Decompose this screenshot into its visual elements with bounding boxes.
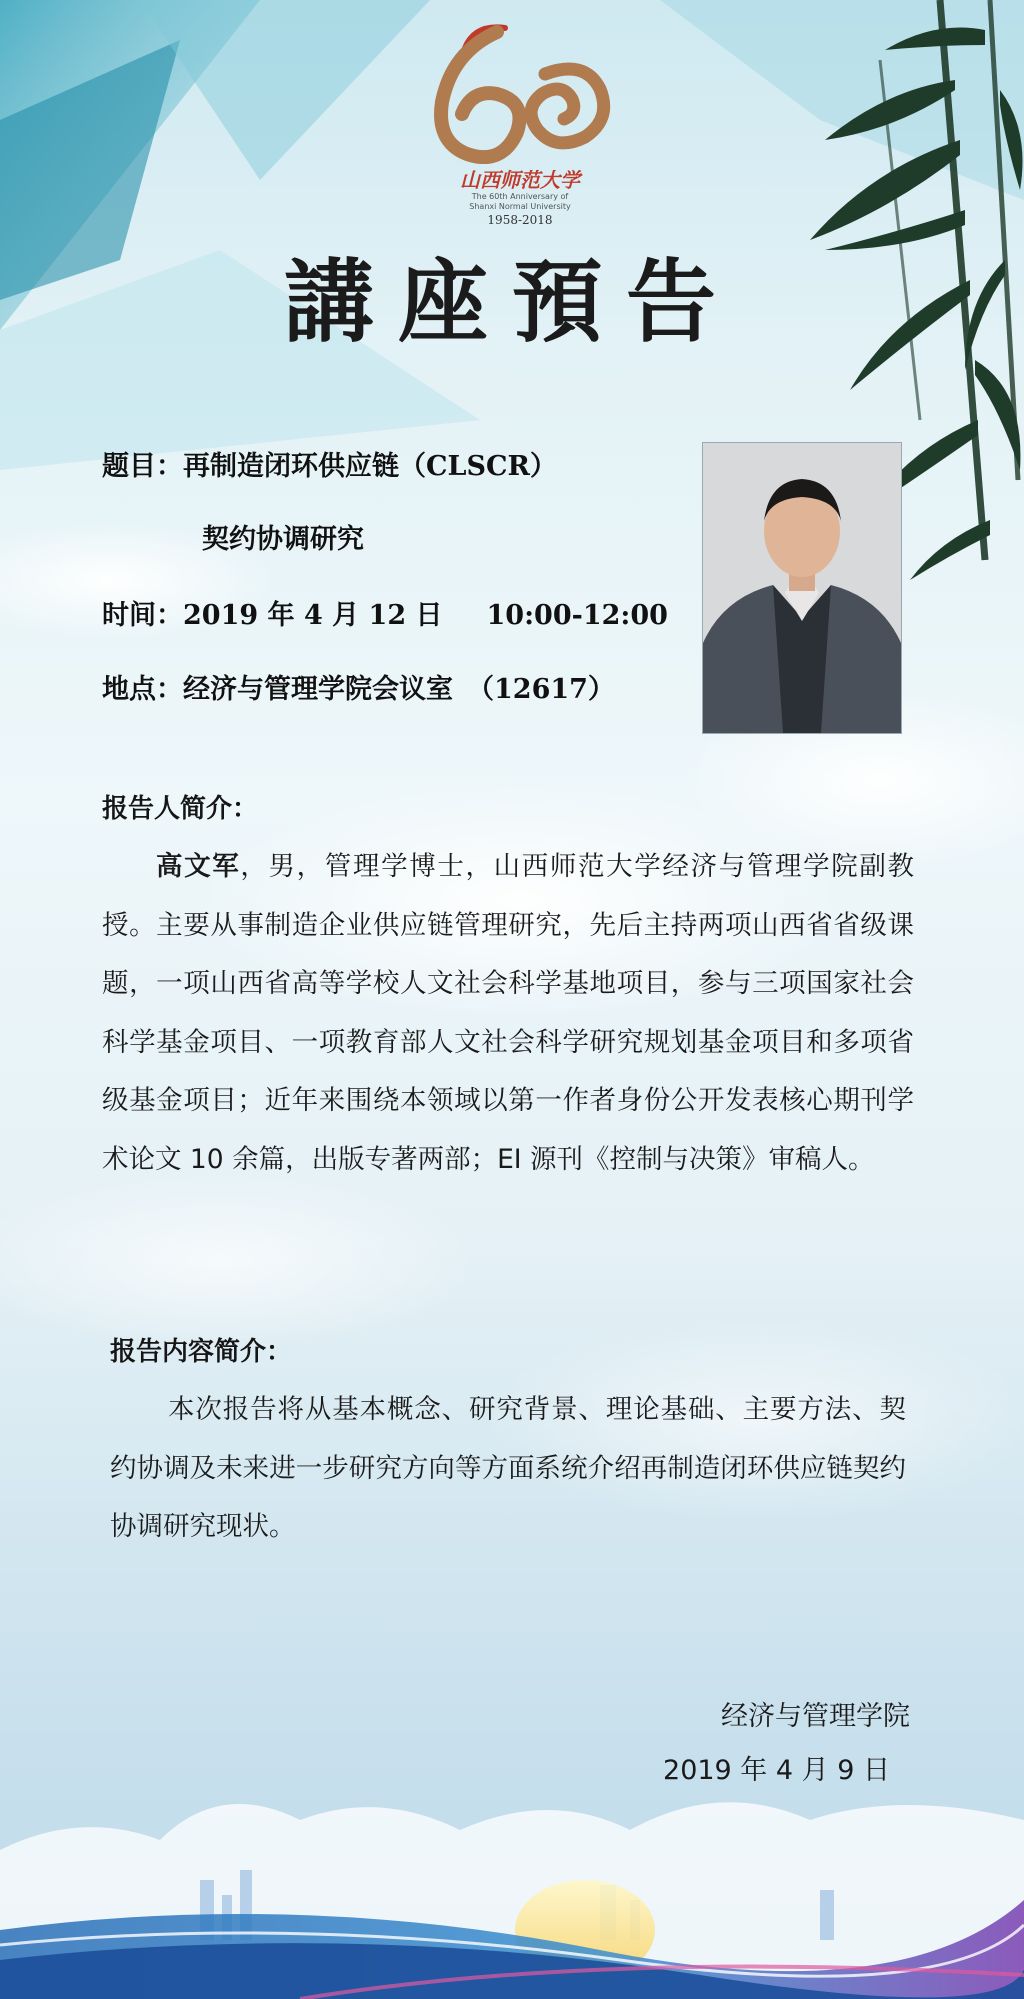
anniversary-logo (415, 14, 625, 254)
topic-value: 再制造闭环供应链（CLSCR） (183, 451, 557, 482)
logo-english-line2: Shanxi Normal University (469, 202, 571, 211)
place-label: 地点： (102, 674, 183, 705)
time-label: 时间： (102, 600, 183, 631)
signature-org: 经济与管理学院 (721, 1701, 910, 1732)
content-intro-body: 本次报告将从基本概念、研究背景、理论基础、主要方法、契约协调及未来进一步研究方向等方面系统介绍再制造闭环供应链契约协调研究现状。 (110, 1394, 906, 1542)
speaker-portrait-icon (703, 443, 901, 733)
speaker-intro-body (102, 838, 914, 1189)
topic-line2: 契约协调研究 (202, 524, 364, 555)
place-value: 经济与管理学院会议室 (183, 674, 453, 705)
speaker-intro-title: 报告人简介： (102, 794, 259, 824)
topic-line (102, 450, 557, 484)
signature-date: 2019 年 4 月 9 日 (663, 1755, 890, 1786)
topic-label: 题目： (102, 451, 183, 482)
anniversary-60-logo-icon (415, 14, 625, 164)
speaker-name: 高文军 (156, 851, 241, 882)
time-date: 2019 年 4 月 12 日 (183, 600, 443, 631)
speaker-bio: ，男，管理学博士，山西师范大学经济与管理学院副教授。主要从事制造企业供应链管理研究，先后主持两项山西省省级课题，一项山西省高等学校人文社会科学基地项目，参与三项国家社会科学基金项目、一项教育部人文社会科学研究规划基金项目和多项省级基金项目；近年来围绕本领域以第一作者身份公开发表核心期刊学术论文 10 余篇，出版专著两部；EI 源刊《控制与决策》审稿人。 (102, 851, 915, 1175)
place-line (102, 673, 615, 707)
time-line (102, 599, 668, 633)
logo-chinese-name: 山西师范大学 (460, 168, 580, 192)
content-intro-title: 报告内容简介： (110, 1337, 293, 1367)
place-room: （12617） (467, 674, 615, 705)
time-range: 10:00-12:00 (486, 600, 668, 631)
logo-english-line1: The 60th Anniversary of (471, 192, 569, 201)
speaker-photo (702, 442, 902, 734)
page-title: 講座預告 (284, 249, 740, 355)
logo-years: 1958-2018 (487, 213, 553, 227)
